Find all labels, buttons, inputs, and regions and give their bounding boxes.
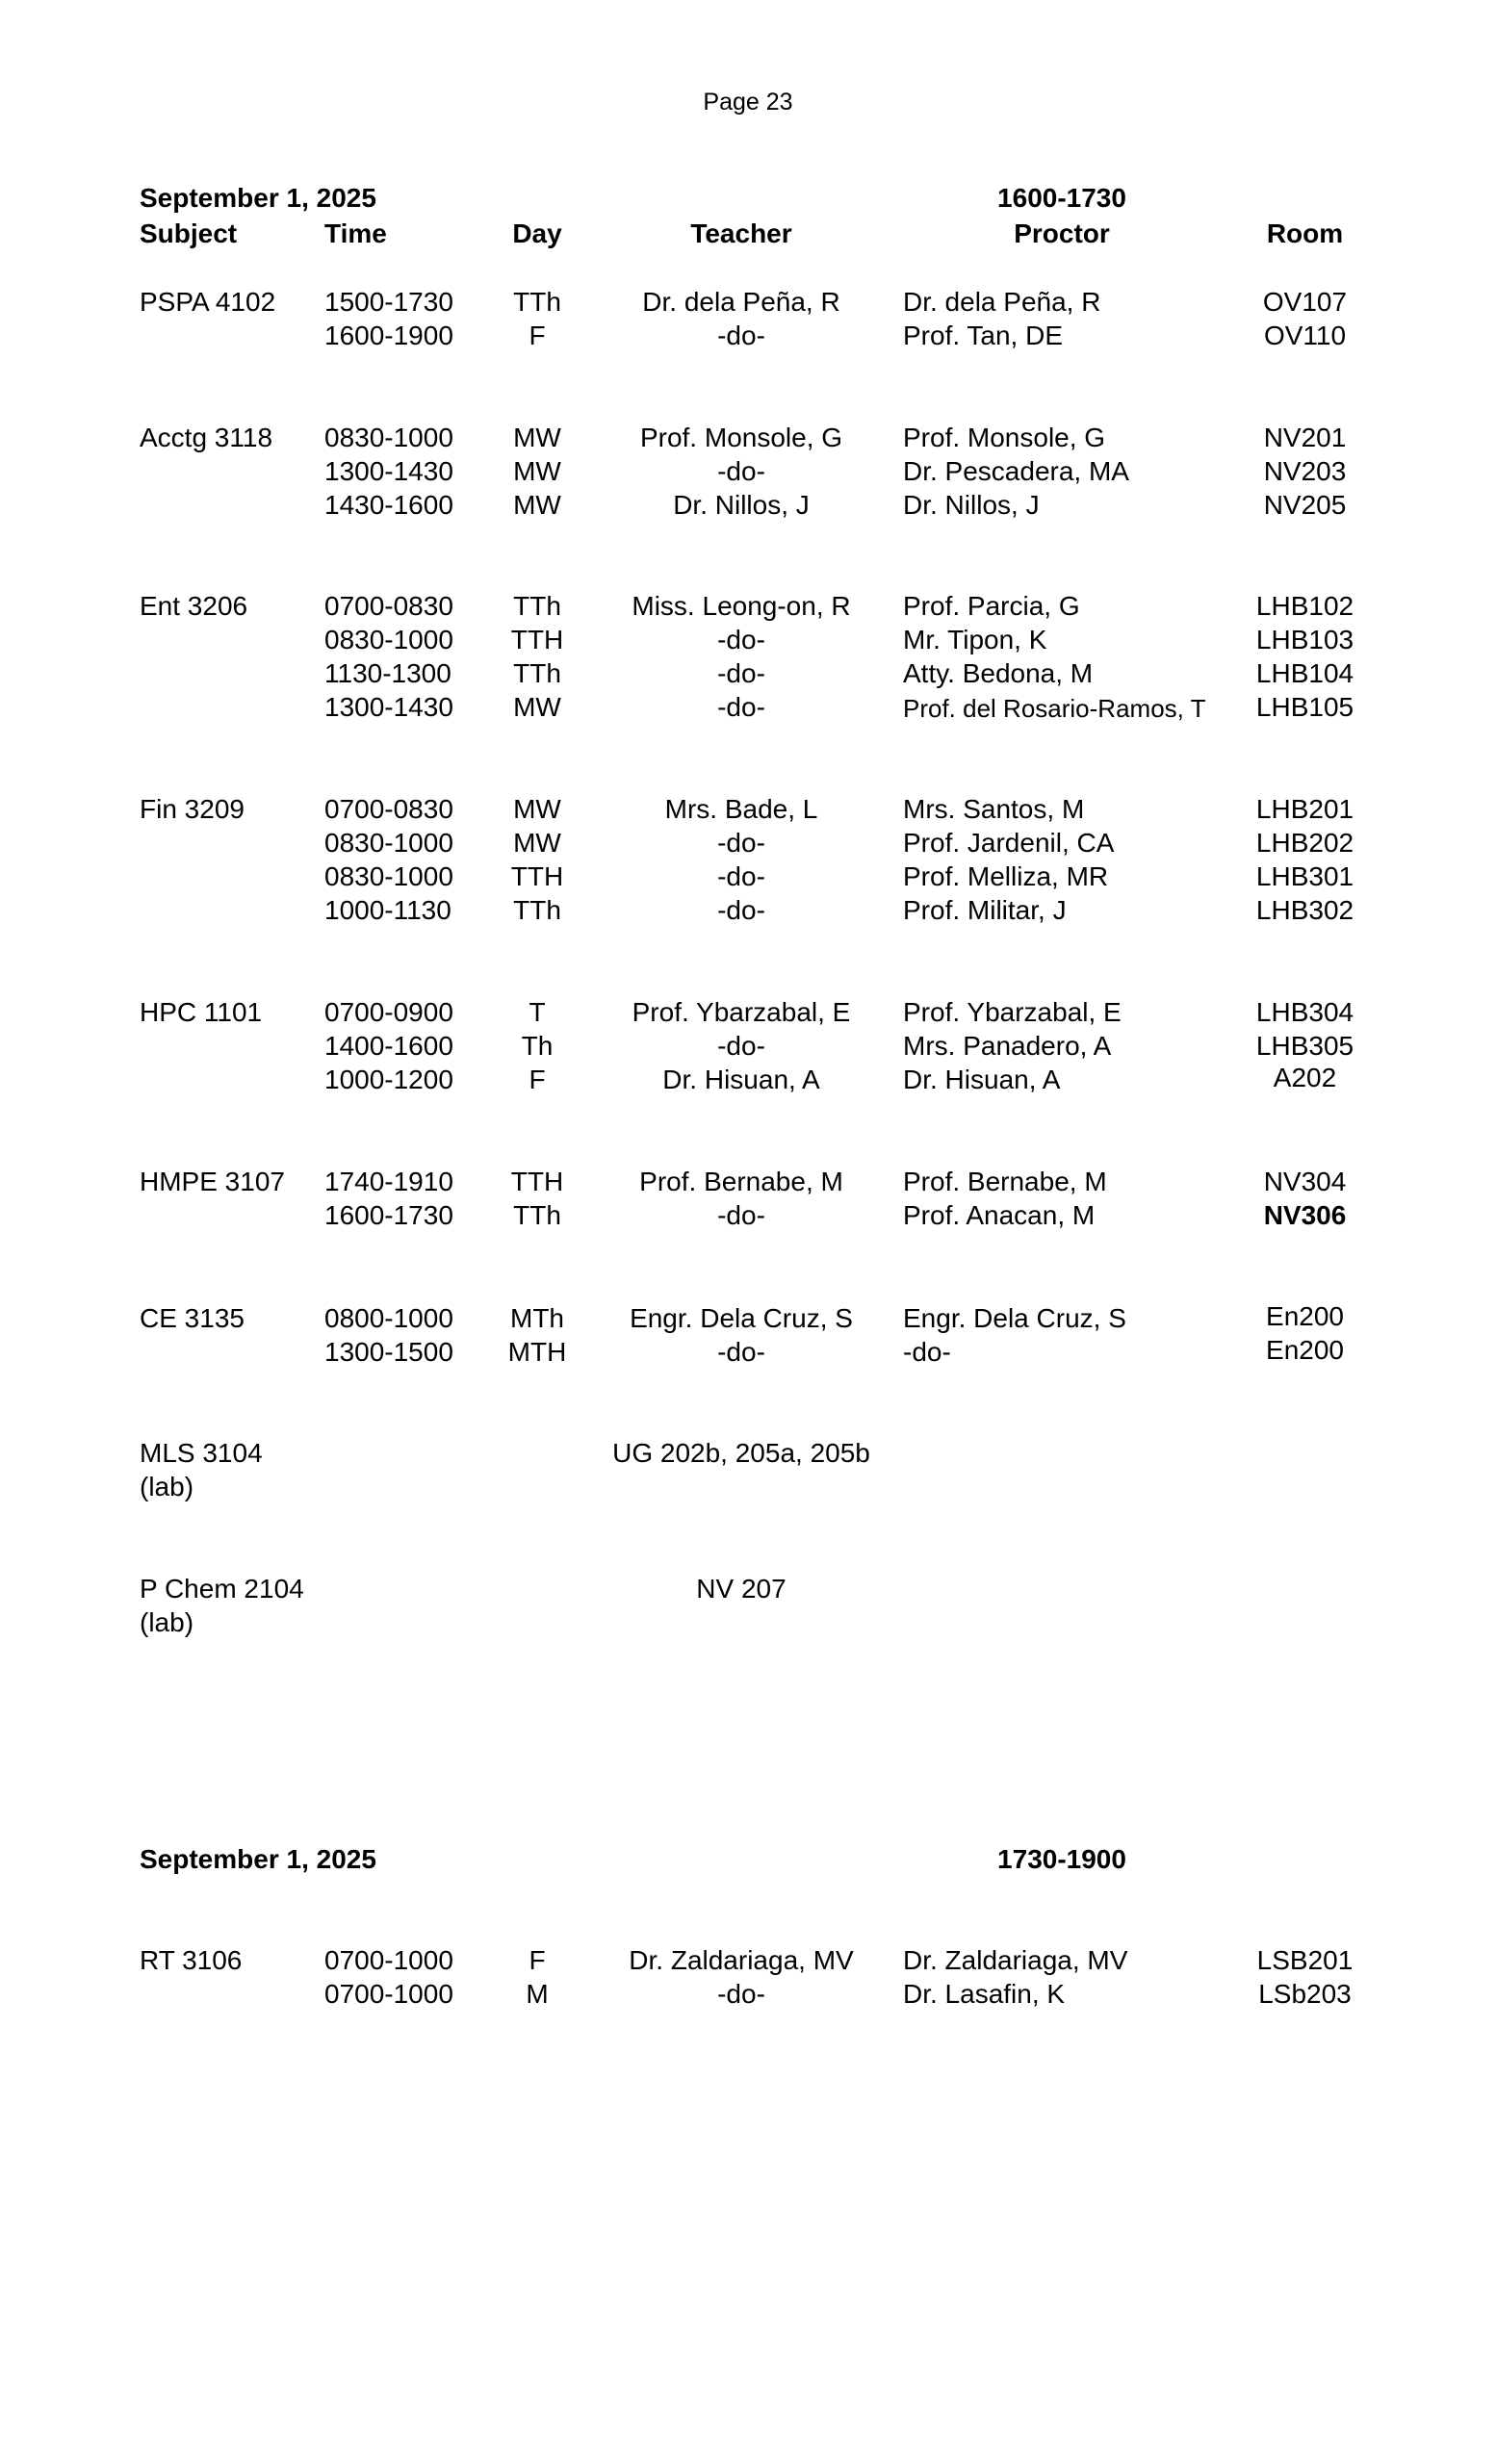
subject-code: RT 3106 xyxy=(140,1945,243,1975)
row-room: LHB304 xyxy=(1255,997,1354,1027)
row-time: 1300-1430 xyxy=(324,456,453,486)
row-proctor: Prof. Jardenil, CA xyxy=(903,828,1115,858)
row-day: MW xyxy=(513,828,561,858)
lab-subject-code: MLS 3104 xyxy=(140,1438,263,1468)
row-proctor: Dr. Hisuan, A xyxy=(903,1065,1061,1094)
row-time: 0700-0830 xyxy=(324,591,453,621)
row-teacher: Dr. Hisuan, A xyxy=(662,1065,820,1094)
row-time: 1600-1730 xyxy=(324,1200,453,1230)
row-proctor: Prof. Melliza, MR xyxy=(903,861,1109,891)
lab-note: (lab) xyxy=(140,1607,194,1637)
row-teacher: -do- xyxy=(717,658,765,688)
row-proctor: Prof. del Rosario-Ramos, T xyxy=(903,694,1206,723)
row-room: LHB201 xyxy=(1255,794,1354,824)
row-time: 0830-1000 xyxy=(324,625,453,654)
row-time: 0700-1000 xyxy=(324,1945,453,1975)
row-room: NV306 xyxy=(1263,1200,1347,1230)
row-time: 1600-1900 xyxy=(324,321,453,350)
row-time: 0700-0830 xyxy=(324,794,453,824)
header-proctor: Proctor xyxy=(1014,218,1110,248)
row-teacher: Dr. Nillos, J xyxy=(673,490,810,520)
row-teacher: Prof. Ybarzabal, E xyxy=(632,997,851,1027)
row-day: Th xyxy=(521,1031,554,1061)
row-room: En200 xyxy=(1266,1301,1344,1331)
subject-code: Fin 3209 xyxy=(140,794,245,824)
row-teacher: Engr. Dela Cruz, S xyxy=(630,1303,853,1333)
lab-location: NV 207 xyxy=(696,1574,787,1604)
row-room: LHB102 xyxy=(1255,591,1354,621)
row-proctor: Prof. Monsole, G xyxy=(903,423,1106,452)
row-day: F xyxy=(529,321,546,350)
row-teacher: Prof. Monsole, G xyxy=(639,423,843,452)
row-time: 0700-0900 xyxy=(324,997,453,1027)
row-day: MTh xyxy=(510,1303,564,1333)
subject-code: Acctg 3118 xyxy=(140,423,273,452)
page-number: Page 23 xyxy=(703,89,793,116)
row-teacher: Prof. Bernabe, M xyxy=(639,1167,843,1196)
row-day: T xyxy=(529,997,546,1027)
row-room: LHB105 xyxy=(1255,692,1354,722)
lab-location: UG 202b, 205a, 205b xyxy=(612,1438,870,1468)
row-room: En200 xyxy=(1266,1335,1344,1365)
row-day: TTH xyxy=(510,625,564,654)
row-time: 0830-1000 xyxy=(324,828,453,858)
row-proctor: Prof. Militar, J xyxy=(903,895,1067,925)
row-time: 1430-1600 xyxy=(324,490,453,520)
row-room: LHB305 xyxy=(1255,1031,1354,1061)
row-room: NV203 xyxy=(1263,456,1347,486)
lab-note: (lab) xyxy=(140,1472,194,1502)
row-proctor: -do- xyxy=(903,1337,951,1367)
row-proctor: Mrs. Santos, M xyxy=(903,794,1085,824)
row-teacher: -do- xyxy=(717,861,765,891)
row-teacher: -do- xyxy=(717,1031,765,1061)
row-room: A202 xyxy=(1273,1063,1337,1092)
subject-code: HPC 1101 xyxy=(140,997,263,1027)
header-day: Day xyxy=(512,218,562,248)
row-teacher: -do- xyxy=(717,895,765,925)
row-proctor: Atty. Bedona, M xyxy=(903,658,1094,688)
row-room: NV304 xyxy=(1263,1167,1347,1196)
row-time: 0700-1000 xyxy=(324,1979,453,2009)
row-room: LSB201 xyxy=(1256,1945,1354,1975)
subject-code: CE 3135 xyxy=(140,1303,245,1333)
row-time: 1000-1130 xyxy=(324,895,451,925)
row-proctor: Prof. Parcia, G xyxy=(903,591,1080,621)
row-proctor: Dr. Zaldariaga, MV xyxy=(903,1945,1128,1975)
header-teacher: Teacher xyxy=(690,218,792,248)
row-room: LHB202 xyxy=(1255,828,1354,858)
row-time: 0800-1000 xyxy=(324,1303,453,1333)
row-room: LSb203 xyxy=(1258,1979,1352,2009)
row-time: 1130-1300 xyxy=(324,658,451,688)
row-day: TTh xyxy=(513,287,561,317)
row-day: MW xyxy=(513,423,561,452)
row-teacher: Miss. Leong-on, R xyxy=(632,591,851,621)
row-day: MW xyxy=(513,490,561,520)
row-day: TTH xyxy=(510,1167,564,1196)
row-proctor: Mrs. Panadero, A xyxy=(903,1031,1112,1061)
row-time: 1400-1600 xyxy=(324,1031,453,1061)
row-day: MTH xyxy=(507,1337,567,1367)
row-teacher: -do- xyxy=(717,1979,765,2009)
row-room: OV110 xyxy=(1263,321,1347,350)
header-time: Time xyxy=(324,218,387,248)
row-time: 1300-1430 xyxy=(324,692,453,722)
row-time: 0830-1000 xyxy=(324,423,453,452)
section-time-slot: 1730-1900 xyxy=(997,1844,1126,1874)
row-proctor: Prof. Bernabe, M xyxy=(903,1167,1107,1196)
header-room: Room xyxy=(1266,218,1344,248)
header-subject: Subject xyxy=(140,218,238,248)
row-room: LHB302 xyxy=(1255,895,1354,925)
row-day: TTh xyxy=(513,591,561,621)
row-room: LHB103 xyxy=(1255,625,1354,654)
row-teacher: -do- xyxy=(717,456,765,486)
row-day: F xyxy=(529,1945,546,1975)
row-proctor: Dr. Nillos, J xyxy=(903,490,1040,520)
row-time: 1500-1730 xyxy=(324,287,453,317)
subject-code: HMPE 3107 xyxy=(140,1167,285,1196)
row-room: LHB301 xyxy=(1255,861,1354,891)
row-room: NV205 xyxy=(1263,490,1347,520)
row-day: TTh xyxy=(513,1200,561,1230)
row-proctor: Dr. Lasafin, K xyxy=(903,1979,1066,2009)
row-day: MW xyxy=(513,794,561,824)
row-proctor: Engr. Dela Cruz, S xyxy=(903,1303,1126,1333)
row-teacher: Mrs. Bade, L xyxy=(664,794,818,824)
row-time: 0830-1000 xyxy=(324,861,453,891)
row-teacher: -do- xyxy=(717,1337,765,1367)
row-room: LHB104 xyxy=(1255,658,1354,688)
row-room: NV201 xyxy=(1263,423,1347,452)
row-day: TTh xyxy=(513,895,561,925)
row-time: 1740-1910 xyxy=(324,1167,453,1196)
row-day: MW xyxy=(513,456,561,486)
row-day: F xyxy=(529,1065,546,1094)
subject-code: PSPA 4102 xyxy=(140,287,276,317)
row-time: 1000-1200 xyxy=(324,1065,453,1094)
section-time-slot: 1600-1730 xyxy=(997,183,1126,213)
row-proctor: Mr. Tipon, K xyxy=(903,625,1047,654)
row-proctor: Prof. Tan, DE xyxy=(903,321,1064,350)
row-day: M xyxy=(526,1979,549,2009)
row-teacher: -do- xyxy=(717,321,765,350)
row-proctor: Dr. Pescadera, MA xyxy=(903,456,1129,486)
row-proctor: Prof. Anacan, M xyxy=(903,1200,1096,1230)
lab-subject-code: P Chem 2104 xyxy=(140,1574,304,1604)
row-proctor: Dr. dela Peña, R xyxy=(903,287,1101,317)
row-teacher: -do- xyxy=(717,625,765,654)
section-date: September 1, 2025 xyxy=(140,1844,376,1874)
subject-code: Ent 3206 xyxy=(140,591,248,621)
row-day: MW xyxy=(513,692,561,722)
row-day: TTh xyxy=(513,658,561,688)
row-teacher: Dr. dela Peña, R xyxy=(642,287,840,317)
section-date: September 1, 2025 xyxy=(140,183,376,213)
row-day: TTH xyxy=(510,861,564,891)
row-teacher: -do- xyxy=(717,1200,765,1230)
row-time: 1300-1500 xyxy=(324,1337,453,1367)
row-teacher: -do- xyxy=(717,828,765,858)
row-room: OV107 xyxy=(1262,287,1348,317)
row-proctor: Prof. Ybarzabal, E xyxy=(903,997,1122,1027)
row-teacher: Dr. Zaldariaga, MV xyxy=(629,1945,854,1975)
row-teacher: -do- xyxy=(717,692,765,722)
